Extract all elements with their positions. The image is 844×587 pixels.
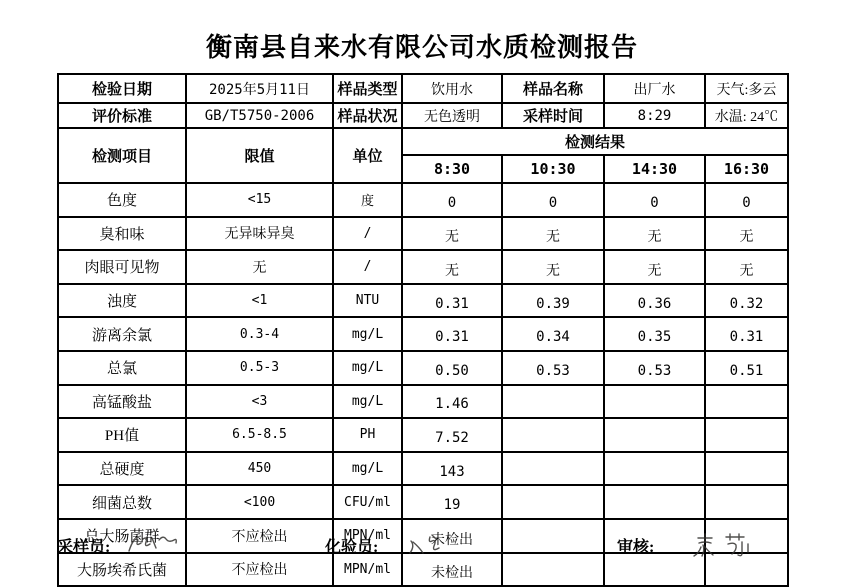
limit-value: 无 <box>186 250 333 284</box>
limit-value: <100 <box>186 485 333 519</box>
unit-value: / <box>333 250 402 284</box>
table-row <box>58 485 788 519</box>
parameter-name: 浊度 <box>58 284 186 318</box>
result-cell <box>705 452 788 486</box>
table-row <box>58 284 788 318</box>
tester-signature-icon <box>406 531 446 559</box>
table-row <box>58 452 788 486</box>
sample-name-value: 出厂水 <box>604 74 705 103</box>
unit-value: mg/L <box>333 351 402 385</box>
result-cell: 0.31 <box>402 317 502 351</box>
table-row <box>58 217 788 251</box>
tester-signature-block <box>325 530 446 560</box>
parameter-name: 细菌总数 <box>58 485 186 519</box>
result-cell: 0.51 <box>705 351 788 385</box>
unit-value: 度 <box>333 183 402 217</box>
table-row <box>58 250 788 284</box>
parameter-name: 总大肠菌群 <box>58 519 186 553</box>
unit-value: mg/L <box>333 452 402 486</box>
result-cell <box>604 418 705 452</box>
parameter-name: 总氯 <box>58 351 186 385</box>
result-cell: 0.31 <box>705 317 788 351</box>
result-cell <box>705 385 788 419</box>
sampler-signature-icon <box>124 531 182 559</box>
result-cell: 0 <box>402 183 502 217</box>
result-cell <box>502 385 604 419</box>
parameter-name: 大肠埃希氏菌 <box>58 553 186 587</box>
result-cell: 0.53 <box>502 351 604 385</box>
time-header-1630: 16:30 <box>705 155 788 183</box>
inspection-date-value: 2025年5月11日 <box>186 74 333 103</box>
sample-type-label: 样品类型 <box>333 74 402 103</box>
info-row-2 <box>58 103 788 128</box>
reviewer-signature-block <box>617 530 758 560</box>
sample-type-value: 饮用水 <box>402 74 502 103</box>
result-cell <box>705 418 788 452</box>
result-cell: 无 <box>705 217 788 251</box>
limit-value: 无异味异臭 <box>186 217 333 251</box>
limit-value: <1 <box>186 284 333 318</box>
limit-value: <15 <box>186 183 333 217</box>
unit-value: mg/L <box>333 317 402 351</box>
result-cell: 未检出 <box>402 519 502 553</box>
unit-value: mg/L <box>333 385 402 419</box>
result-cell <box>604 452 705 486</box>
limit-value: 0.3-4 <box>186 317 333 351</box>
inspection-date-label: 检验日期 <box>58 74 186 103</box>
result-cell: 1.46 <box>402 385 502 419</box>
parameter-name: 色度 <box>58 183 186 217</box>
unit-value: MPN/ml <box>333 519 402 553</box>
unit-value: / <box>333 217 402 251</box>
sampling-time-value: 8:29 <box>604 103 705 128</box>
result-cell: 0 <box>502 183 604 217</box>
parameter-name: 高锰酸盐 <box>58 385 186 419</box>
limit-value: 不应检出 <box>186 553 333 587</box>
result-cell: 无 <box>502 250 604 284</box>
result-cell <box>604 385 705 419</box>
sampler-signature-block <box>57 530 182 560</box>
time-header-1430: 14:30 <box>604 155 705 183</box>
limit-column-header: 限值 <box>186 128 333 183</box>
column-header-row <box>58 128 788 155</box>
result-cell: 无 <box>402 217 502 251</box>
unit-column-header: 单位 <box>333 128 402 183</box>
sample-condition-label: 样品状况 <box>333 103 402 128</box>
report-title: 衡南县自来水有限公司水质检测报告 <box>205 33 638 62</box>
result-cell: 无 <box>705 250 788 284</box>
unit-value: CFU/ml <box>333 485 402 519</box>
weather-value: 天气:多云 <box>705 74 788 103</box>
result-cell <box>502 452 604 486</box>
parameter-name: 总硬度 <box>58 452 186 486</box>
limit-value: 450 <box>186 452 333 486</box>
limit-value: 6.5-8.5 <box>186 418 333 452</box>
sampler-label: 采样员: <box>57 538 111 556</box>
result-cell: 0.31 <box>402 284 502 318</box>
result-cell <box>502 485 604 519</box>
results-column-header: 检测结果 <box>402 128 788 155</box>
parameter-name: 臭和味 <box>58 217 186 251</box>
result-cell: 0.50 <box>402 351 502 385</box>
parameter-name: PH值 <box>58 418 186 452</box>
result-cell <box>502 519 604 553</box>
limit-value: 0.5-3 <box>186 351 333 385</box>
table-row <box>58 183 788 217</box>
parameter-name: 游离余氯 <box>58 317 186 351</box>
evaluation-standard-value: GB/T5750-2006 <box>186 103 333 128</box>
limit-value: 不应检出 <box>186 519 333 553</box>
parameter-name: 肉眼可见物 <box>58 250 186 284</box>
result-cell: 0 <box>705 183 788 217</box>
result-cell: 0.35 <box>604 317 705 351</box>
sampling-time-label: 采样时间 <box>502 103 604 128</box>
water-temperature-value: 水温: 24℃ <box>705 103 788 128</box>
table-row <box>58 385 788 419</box>
table-row <box>58 418 788 452</box>
info-row-1 <box>58 74 788 103</box>
unit-value: NTU <box>333 284 402 318</box>
result-cell: 无 <box>604 250 705 284</box>
result-cell: 0.34 <box>502 317 604 351</box>
result-cell: 无 <box>604 217 705 251</box>
result-cell: 143 <box>402 452 502 486</box>
result-cell: 0.36 <box>604 284 705 318</box>
sample-condition-value: 无色透明 <box>402 103 502 128</box>
result-cell: 0.32 <box>705 284 788 318</box>
result-cell: 0.53 <box>604 351 705 385</box>
result-cell: 19 <box>402 485 502 519</box>
result-cell <box>502 553 604 587</box>
result-cell: 7.52 <box>402 418 502 452</box>
reviewer-label: 审核: <box>617 538 655 556</box>
result-cell: 0 <box>604 183 705 217</box>
unit-value: PH <box>333 418 402 452</box>
result-cell <box>604 485 705 519</box>
result-cell: 无 <box>502 217 604 251</box>
evaluation-standard-label: 评价标准 <box>58 103 186 128</box>
reviewer-signature-icon <box>690 530 758 560</box>
time-header-1030: 10:30 <box>502 155 604 183</box>
sample-name-label: 样品名称 <box>502 74 604 103</box>
water-quality-table <box>57 73 789 587</box>
limit-value: <3 <box>186 385 333 419</box>
result-cell: 未检出 <box>402 553 502 587</box>
tester-label: 化验员: <box>325 538 379 556</box>
parameter-column-header: 检测项目 <box>58 128 186 183</box>
result-cell: 0.39 <box>502 284 604 318</box>
unit-value: MPN/ml <box>333 553 402 587</box>
result-cell <box>705 485 788 519</box>
result-cell: 无 <box>402 250 502 284</box>
table-row <box>58 351 788 385</box>
result-cell <box>502 418 604 452</box>
table-row <box>58 317 788 351</box>
time-header-0830: 8:30 <box>402 155 502 183</box>
